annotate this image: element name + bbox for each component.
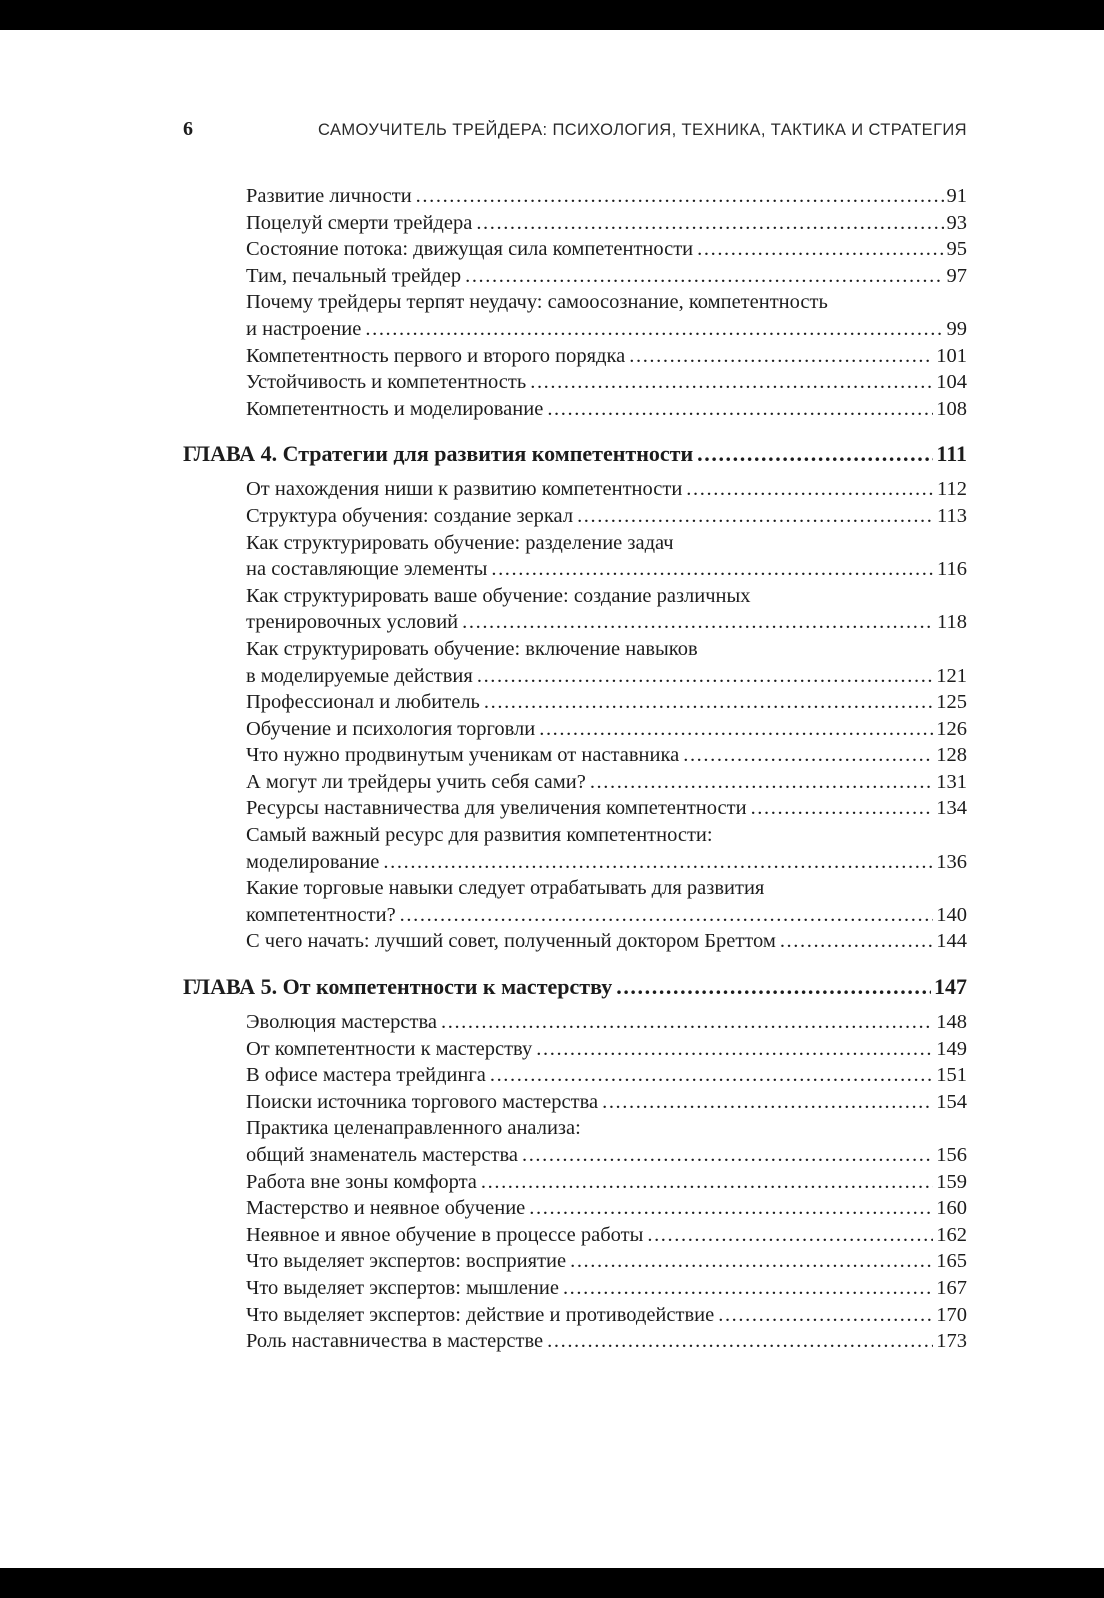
dot-leader xyxy=(400,902,934,929)
toc-entry-row xyxy=(183,1195,967,1222)
dot-leader xyxy=(484,689,933,716)
toc-entry-title: Поиски источника торгового мастерства xyxy=(246,1090,599,1113)
top-black-bar xyxy=(0,0,1104,30)
toc-page-number: 131 xyxy=(936,770,967,793)
toc-entry-row xyxy=(183,289,967,316)
toc-entry-title: Роль наставничества в мастерстве xyxy=(246,1330,544,1353)
dot-leader xyxy=(491,556,934,583)
toc-page-number: 173 xyxy=(936,1330,967,1353)
toc-entry-title: Что выделяет экспертов: мышление xyxy=(246,1276,559,1299)
toc-entry-title: Что нужно продвинутым ученикам от наставника xyxy=(246,744,680,767)
dot-leader xyxy=(570,1248,933,1275)
toc-entry-title: на составляющие элементы xyxy=(246,558,488,581)
dot-leader xyxy=(647,1222,933,1249)
toc-entry-title: в моделируемые действия xyxy=(246,664,473,687)
running-header xyxy=(183,118,967,141)
dot-leader xyxy=(577,503,934,530)
toc-entry-row xyxy=(183,343,967,370)
toc-entry-title: Как структурировать обучение: включение навыков xyxy=(246,637,698,660)
toc-entry-title: Что выделяет экспертов: действие и противодействие xyxy=(246,1303,715,1326)
toc-entry-title: Практика целенаправленного анализа: xyxy=(246,1117,581,1140)
toc-entry-title: Компетентность первого и второго порядка xyxy=(246,344,626,367)
dot-leader xyxy=(686,476,934,503)
toc-page-number: 136 xyxy=(936,850,967,873)
toc-page-number: 144 xyxy=(936,930,967,953)
dot-leader xyxy=(718,1302,933,1329)
toc-entry-title: общий знаменатель мастерства xyxy=(246,1144,518,1166)
toc-entry-row xyxy=(183,663,967,690)
toc-chapter-title: ГЛАВА 4. Стратегии для развития компетентности xyxy=(183,441,694,467)
toc-page-number: 111 xyxy=(936,441,967,467)
toc-entry-title: Мастерство и неявное обучение xyxy=(246,1197,526,1220)
toc-entry-title: и настроение xyxy=(246,317,362,340)
toc-entry-row xyxy=(183,928,967,955)
toc-entry-row xyxy=(183,1142,967,1169)
dot-leader xyxy=(539,716,933,743)
toc-list xyxy=(183,183,967,1355)
toc-entry-row xyxy=(183,1302,967,1329)
dot-leader xyxy=(383,849,933,876)
toc-page-number: 170 xyxy=(936,1303,967,1326)
toc-entry-title: Обучение и психология торговли xyxy=(246,717,536,740)
dot-leader xyxy=(602,1089,933,1116)
toc-entry-row xyxy=(183,183,967,210)
toc-entry-title: Профессионал и любитель xyxy=(246,691,480,714)
toc-entry-title: Как структурировать обучение: разделение задач xyxy=(246,531,674,554)
toc-entry-row xyxy=(183,1222,967,1249)
toc-entry-title: Компетентность и моделирование xyxy=(246,397,544,420)
dot-leader xyxy=(751,795,934,822)
dot-leader xyxy=(522,1142,933,1169)
toc-page-number: 91 xyxy=(946,185,967,207)
dot-leader xyxy=(462,609,934,636)
toc-entry-row xyxy=(183,316,967,343)
toc-chapter-title: ГЛАВА 5. От компетентности к мастерству xyxy=(183,974,613,1000)
dot-leader xyxy=(616,972,931,1002)
toc-page-number: 95 xyxy=(946,238,967,261)
dot-leader xyxy=(547,396,933,423)
toc-entry-title: Какие торговые навыки следует отрабатывать для развития xyxy=(246,877,765,900)
toc-entry-row xyxy=(183,1009,967,1036)
toc-page-number: 116 xyxy=(937,558,967,581)
toc-entry-row xyxy=(183,716,967,743)
running-title: САМОУЧИТЕЛЬ ТРЕЙДЕРА: ПСИХОЛОГИЯ, ТЕХНИКА, ТАКТИКА И СТРАТЕГИЯ xyxy=(318,121,967,139)
toc-page-number: 93 xyxy=(946,211,967,234)
toc-entry-row xyxy=(183,769,967,796)
toc-entry-title: Поцелуй смерти трейдера xyxy=(246,211,473,234)
toc-entry-row xyxy=(183,849,967,876)
toc-page-number: 156 xyxy=(936,1144,967,1166)
toc-page-number: 104 xyxy=(936,371,967,394)
toc-page-number: 112 xyxy=(937,478,967,501)
toc-entry-row xyxy=(183,476,967,503)
toc-entry-title: Самый важный ресурс для развития компетентности: xyxy=(246,824,713,847)
toc-entry-row xyxy=(183,1062,967,1089)
toc-page-number: 118 xyxy=(937,611,967,634)
dot-leader xyxy=(529,1195,933,1222)
toc-entry-title: В офисе мастера трейдинга xyxy=(246,1064,486,1087)
page-number: 6 xyxy=(183,118,193,140)
toc-entry-row xyxy=(183,1169,967,1196)
toc-page-number: 149 xyxy=(936,1037,967,1060)
dot-leader xyxy=(490,1062,933,1089)
toc-entry-row xyxy=(183,530,967,557)
toc-entry-row xyxy=(183,1089,967,1116)
toc-entry-row xyxy=(183,689,967,716)
toc-chapter-row xyxy=(183,439,967,469)
toc-page-number: 99 xyxy=(946,317,967,340)
toc-page-number: 113 xyxy=(937,504,967,527)
toc-entry-title: Ресурсы наставничества для увеличения компетентности xyxy=(246,797,747,820)
dot-leader xyxy=(697,439,933,469)
dot-leader xyxy=(547,1328,933,1355)
toc-entry-row xyxy=(183,609,967,636)
toc-entry-title: Почему трейдеры терпят неудачу: самоосознание, компетентность xyxy=(246,291,828,314)
toc-entry-row xyxy=(183,1115,967,1142)
toc-entry-title: Развитие личности xyxy=(246,185,412,207)
toc-page-number: 125 xyxy=(936,691,967,714)
toc-entry-row xyxy=(183,1036,967,1063)
toc-entry-title: А могут ли трейдеры учить себя сами? xyxy=(246,770,586,793)
toc-entry-title: От компетентности к мастерству xyxy=(246,1037,533,1060)
dot-leader xyxy=(536,1036,933,1063)
toc-entry-row xyxy=(183,503,967,530)
toc-page-number: 162 xyxy=(936,1223,967,1246)
dot-leader xyxy=(476,210,943,237)
toc-entry-row xyxy=(183,556,967,583)
toc-entry-title: Тим, печальный трейдер xyxy=(246,264,462,287)
toc-entry-row xyxy=(183,636,967,663)
dot-leader xyxy=(563,1275,933,1302)
toc-entry-title: компетентности? xyxy=(246,903,396,926)
toc-entry-title: Как структурировать ваше обучение: создание различных xyxy=(246,584,751,607)
toc-entry-row xyxy=(183,210,967,237)
toc-page-number: 97 xyxy=(946,264,967,287)
dot-leader xyxy=(683,742,933,769)
toc-page-number: 159 xyxy=(936,1170,967,1193)
toc-page-number: 154 xyxy=(936,1090,967,1113)
toc-page-number: 167 xyxy=(936,1276,967,1299)
toc-entry-title: Эволюция мастерства xyxy=(246,1011,437,1034)
toc-page-number: 160 xyxy=(936,1197,967,1220)
toc-page-number: 148 xyxy=(936,1011,967,1034)
toc-entry-title: От нахождения ниши к развитию компетентности xyxy=(246,478,683,501)
dot-leader xyxy=(365,316,943,343)
toc-page-number: 128 xyxy=(936,744,967,767)
toc-entry-title: Устойчивость и компетентность xyxy=(246,371,527,394)
toc-entry-title: Состояние потока: движущая сила компетентности xyxy=(246,238,694,261)
toc-entry-title: тренировочных условий xyxy=(246,611,459,634)
dot-leader xyxy=(477,663,933,690)
dot-leader xyxy=(441,1009,933,1036)
dot-leader xyxy=(780,928,933,955)
toc-entry-row xyxy=(183,902,967,929)
bottom-black-bar xyxy=(0,1568,1104,1598)
toc-entry-row xyxy=(183,583,967,610)
toc-entry-row xyxy=(183,742,967,769)
toc-entry-title: Неявное и явное обучение в процессе работы xyxy=(246,1223,644,1246)
dot-leader xyxy=(697,236,943,263)
dot-leader xyxy=(629,343,933,370)
toc-page-number: 101 xyxy=(936,344,967,367)
toc-page-number: 134 xyxy=(936,797,967,820)
toc-entry-row xyxy=(183,795,967,822)
toc-entry-title: Структура обучения: создание зеркал xyxy=(246,504,574,527)
toc-page-number: 147 xyxy=(934,974,967,1000)
toc-page-number: 140 xyxy=(936,903,967,926)
toc-entry-row xyxy=(183,369,967,396)
dot-leader xyxy=(481,1169,933,1196)
toc-entry-row xyxy=(183,875,967,902)
toc-entry-title: моделирование xyxy=(246,850,380,873)
toc-chapter-row xyxy=(183,972,967,1002)
toc-entry-row xyxy=(183,1248,967,1275)
toc-entry-row xyxy=(183,1328,967,1355)
dot-leader xyxy=(530,369,933,396)
toc-entry-row xyxy=(183,1275,967,1302)
toc-page xyxy=(183,30,967,1355)
dot-leader xyxy=(590,769,933,796)
toc-page-number: 126 xyxy=(936,717,967,740)
toc-entry-title: С чего начать: лучший совет, полученный доктором Бреттом xyxy=(246,930,776,953)
toc-page-number: 108 xyxy=(936,397,967,420)
toc-page-number: 151 xyxy=(936,1064,967,1087)
toc-entry-title: Работа вне зоны комфорта xyxy=(246,1170,477,1193)
toc-page-number: 121 xyxy=(936,664,967,687)
toc-page-number: 165 xyxy=(936,1250,967,1273)
toc-entry-row xyxy=(183,396,967,423)
dot-leader xyxy=(465,263,943,290)
toc-entry-title: Что выделяет экспертов: восприятие xyxy=(246,1250,567,1273)
toc-entry-row xyxy=(183,263,967,290)
toc-entry-row xyxy=(183,236,967,263)
toc-entry-row xyxy=(183,822,967,849)
dot-leader xyxy=(416,183,944,210)
